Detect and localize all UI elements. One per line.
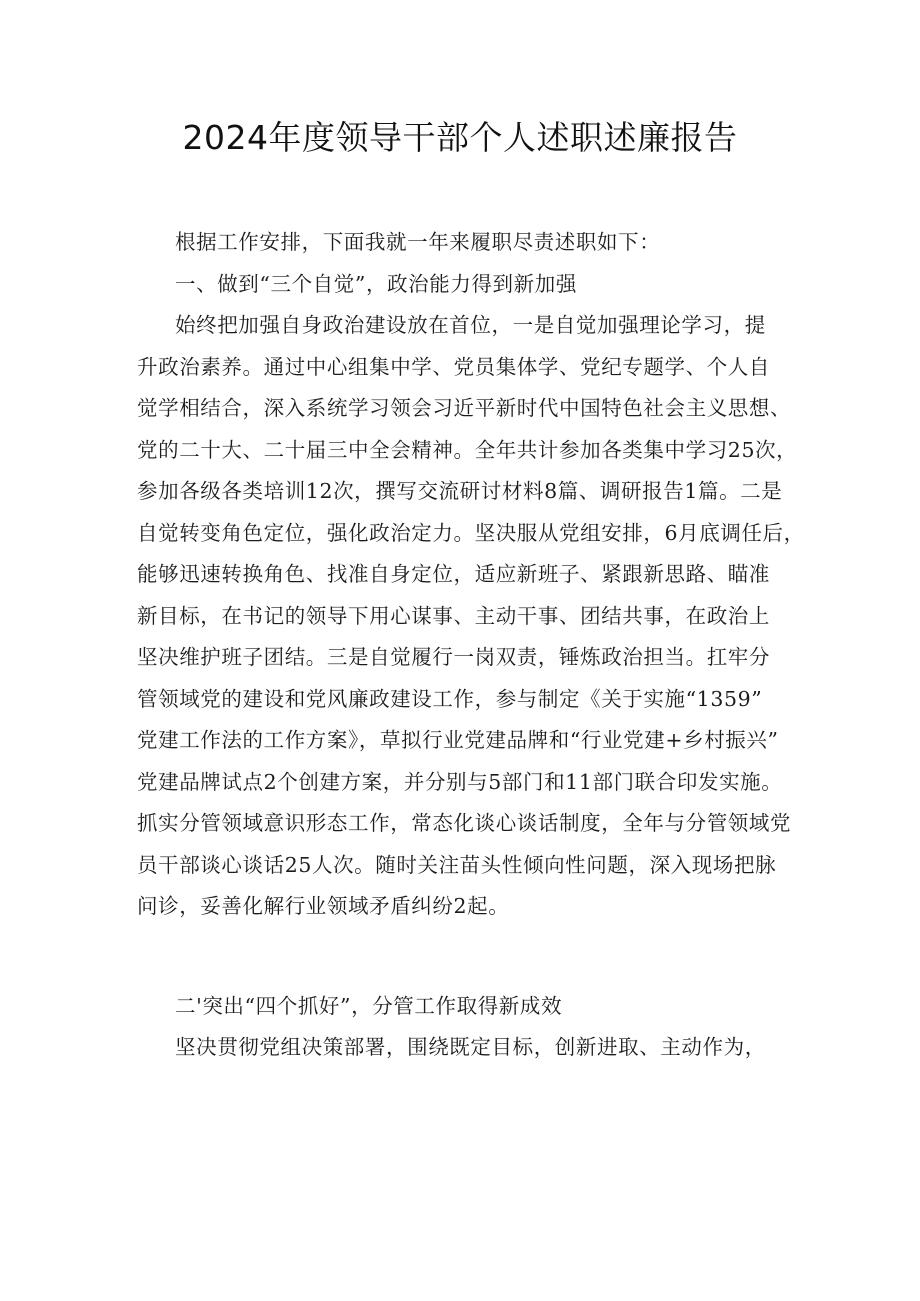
document-title: 2024年度领导干部个人述职述廉报告 bbox=[182, 118, 738, 157]
section-heading-2: 二'突出“四个抓好”，分管工作取得新成效 bbox=[175, 993, 563, 1018]
paragraph-line: 坚决维护班子团结。三是自觉履行一岗双责，锤炼政治担当。扛牢分 bbox=[137, 645, 770, 669]
paragraph-line: 党建工作法的工作方案》，草拟行业党建品牌和“行业党建+乡村振兴” bbox=[137, 728, 779, 752]
paragraph-line: 管领域党的建设和党风廉政建设工作，参与制定《关于实施“1359” bbox=[137, 686, 763, 711]
paragraph-line: 自觉转变角色定位，强化政治定力。坚决服从党组安排，6月底调任后， bbox=[137, 520, 805, 545]
paragraph-gap bbox=[137, 928, 792, 986]
paragraph-line: 能够迅速转换角色、找准自身定位，适应新班子、紧跟新思路、瞄准 bbox=[137, 562, 770, 586]
paragraph-line: 员干部谈心谈话25人次。随时关注苗头性倾向性问题，深入现场把脉 bbox=[137, 852, 777, 877]
paragraph-line: 抓实分管领域意识形态工作，常态化谈心谈话制度，全年与分管领域党 bbox=[137, 811, 792, 835]
intro-paragraph: 根据工作安排，下面我就一年来履职尽责述职如下： bbox=[175, 230, 661, 254]
paragraph-line: 升政治素养。通过中心组集中学、党员集体学、党纪专题学、个人自 bbox=[137, 354, 770, 379]
document-body bbox=[137, 222, 805, 1069]
paragraph-line: 觉学相结合，深入系统学习领会习近平新时代中国特色社会主义思想、 bbox=[137, 396, 792, 420]
paragraph-line: 坚决贯彻党组决策部署，围绕既定目标，创新进取、主动作为， bbox=[175, 1035, 766, 1059]
section-heading-1: 一、做到“三个自觉”，政治能力得到新加强 bbox=[175, 271, 577, 296]
paragraph-line: 党建品牌试点2个创建方案，并分别与5部门和11部门联合印发实施。 bbox=[137, 769, 783, 794]
paragraph-line: 党的二十大、二十届三中全会精神。全年共计参加各类集中学习25次， bbox=[137, 437, 798, 462]
paragraph-line: 参加各级各类培训12次，撰写交流研讨材料8篇、调研报告1篇。二是 bbox=[137, 479, 783, 503]
paragraph-line: 新目标，在书记的领导下用心谋事、主动干事、团结共事，在政治上 bbox=[137, 603, 770, 628]
paragraph-line: 问诊，妥善化解行业领域矛盾纠纷2起。 bbox=[137, 894, 510, 918]
paragraph-line: 始终把加强自身政治建设放在首位，一是自觉加强理论学习，提 bbox=[175, 313, 766, 337]
